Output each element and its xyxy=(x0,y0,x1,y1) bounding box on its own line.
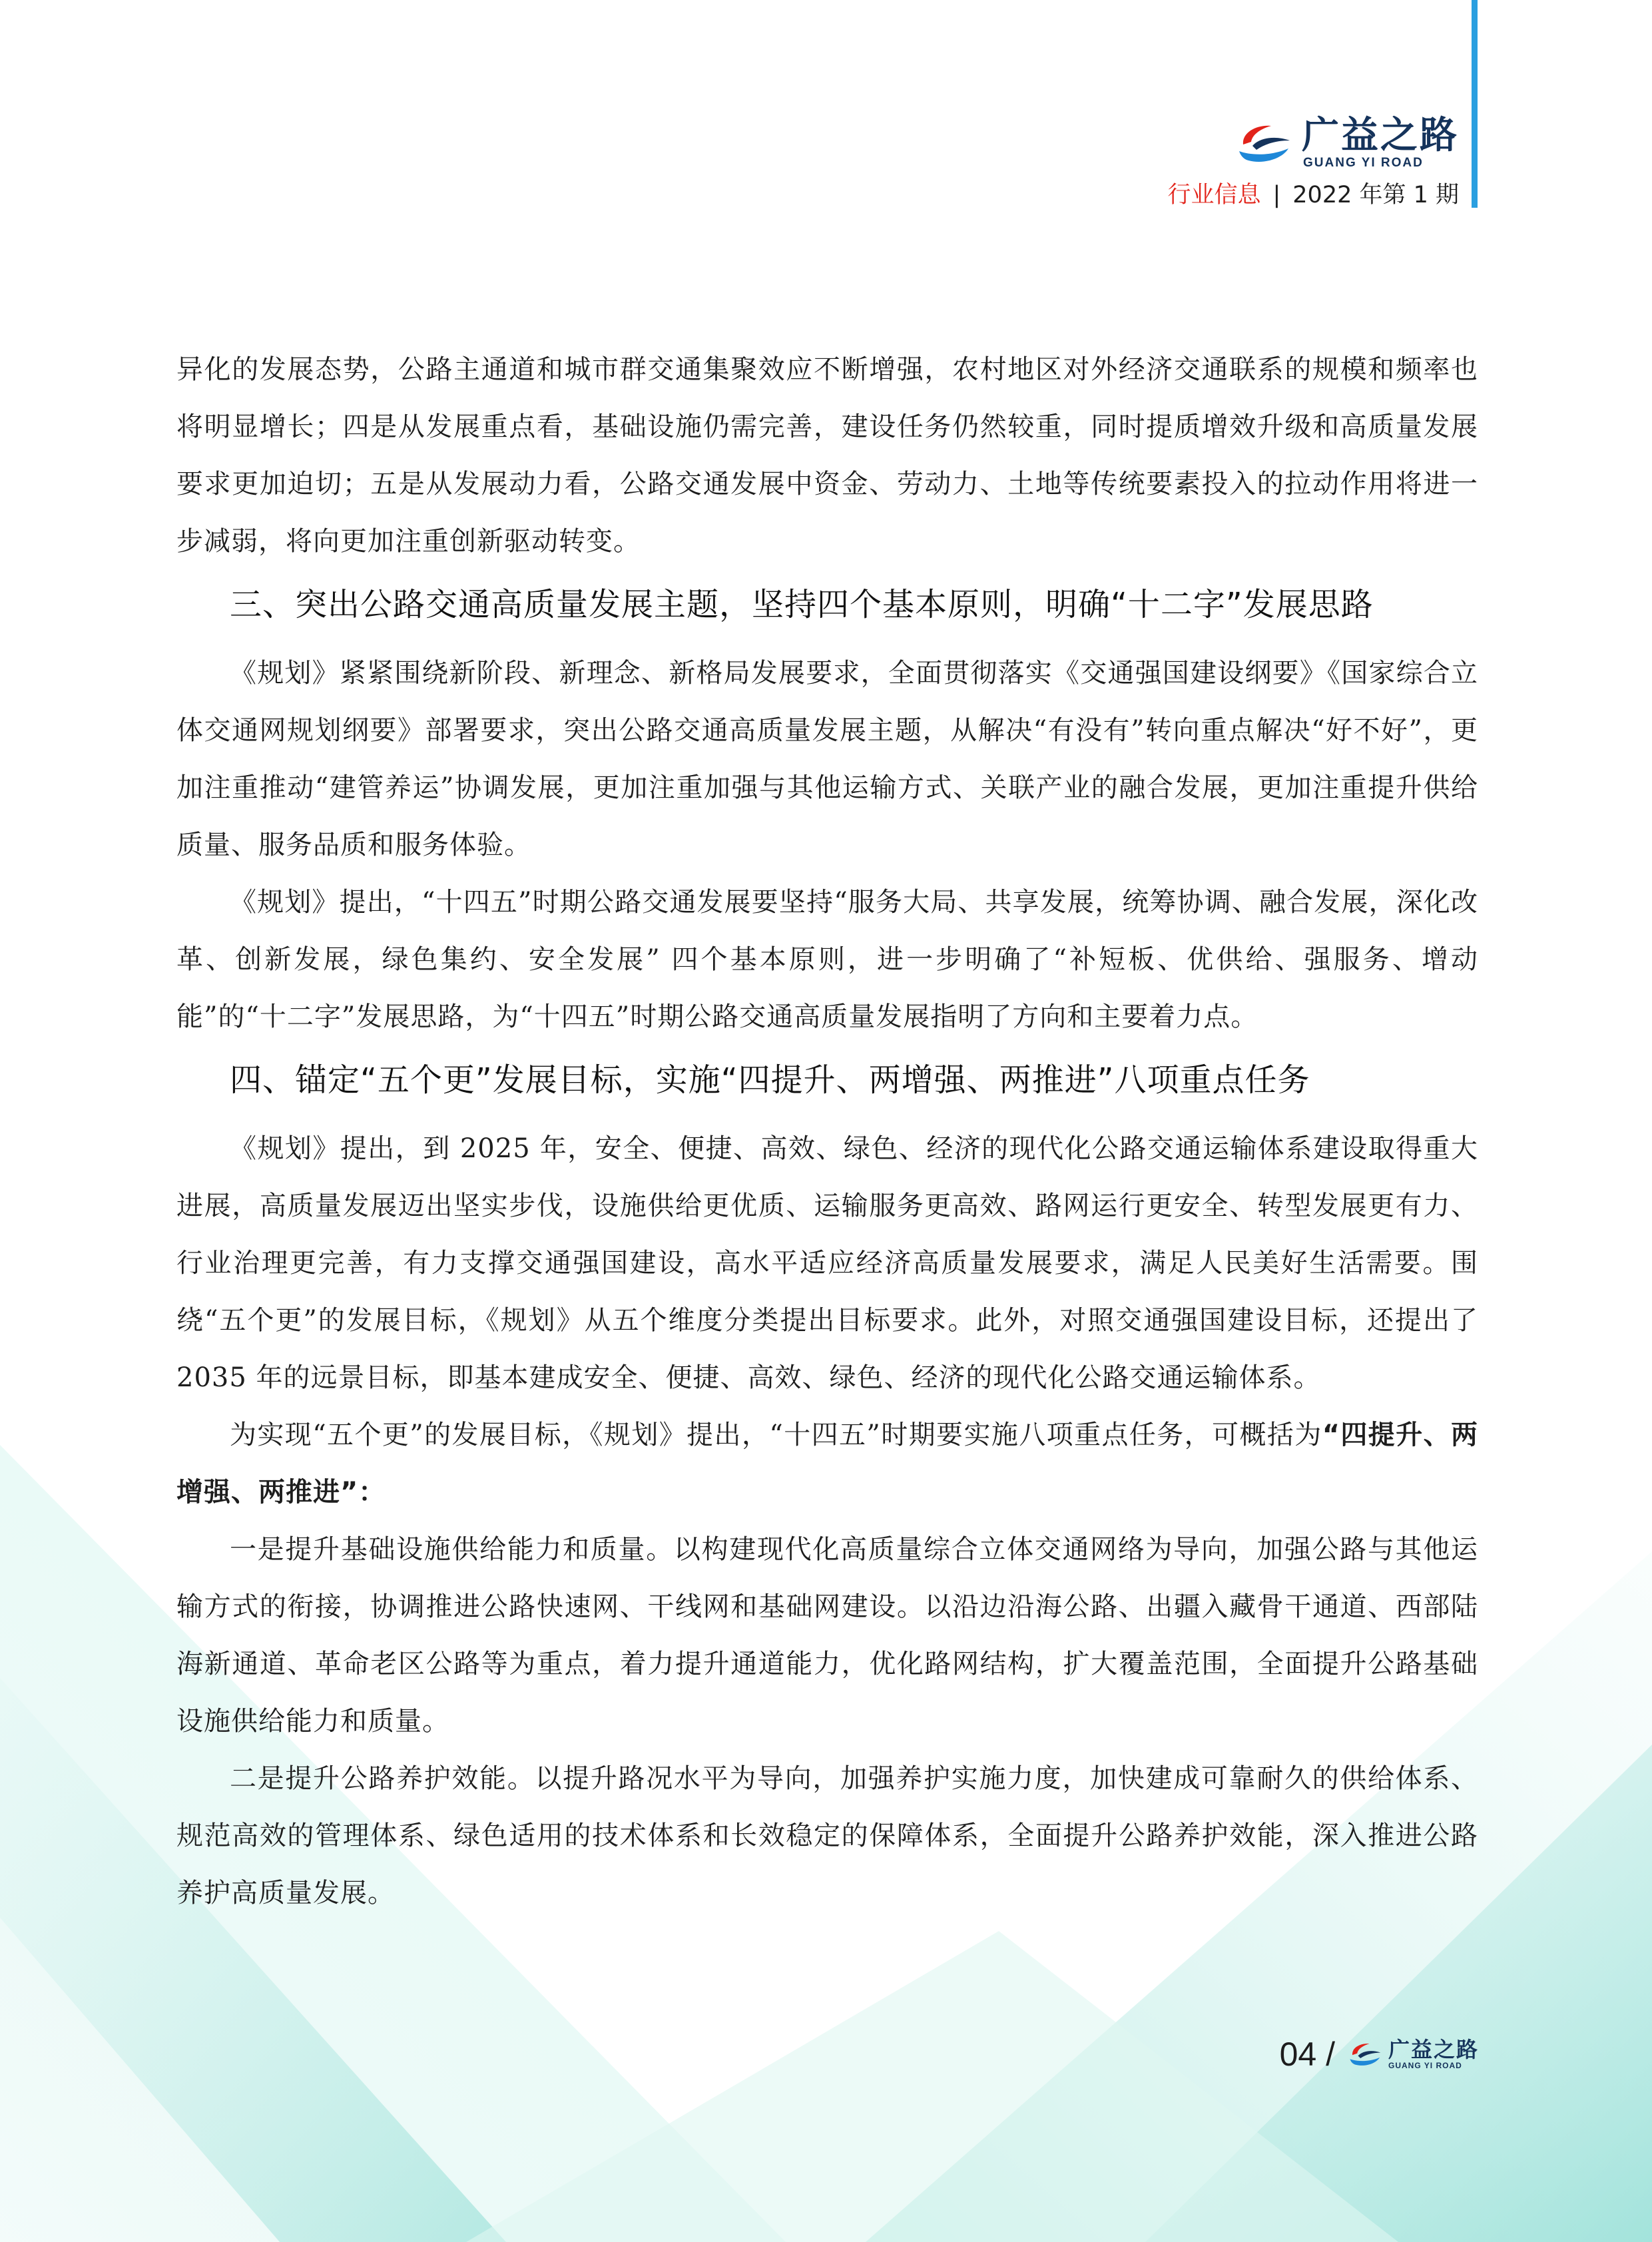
paragraph: 一是提升基础设施供给能力和质量。以构建现代化高质量综合立体交通网络为导向，加强公路与其他运输方式的衔接，协调推进公路快速网、干线网和基础网建设。以沿边沿海公路、出疆入藏骨干通道、西部陆海新通道、革命老区公路等为重点，着力提升通道能力，优化路网结构，扩大覆盖范围，全面提升公路基础设施供给能力和质量。 xyxy=(176,1534,1478,1737)
paragraph: 二是提升公路养护效能。以提升路况水平为导向，加强养护实施力度，加快建成可靠耐久的供给体系、规范高效的管理体系、绿色适用的技术体系和长效稳定的保障体系，全面提升公路养护效能，深入推进公路养护高质量发展。 xyxy=(176,1763,1478,1908)
issue-info xyxy=(1167,180,1459,210)
paragraph-continued: 异化的发展态势，公路主通道和城市群交通集聚效应不断增强，农村地区对外经济交通联系的规模和频率也将明显增长；四是从发展重点看，基础设施仍需完善，建设任务仍然较重，同时提质增效升级和高质量发展要求更加迫切；五是从发展动力看，公路交通发展中资金、劳动力、土地等传统要素投入的拉动作用将进一步减弱，将向更加注重创新驱动转变。 xyxy=(176,354,1478,557)
article-body xyxy=(176,341,1478,1922)
footer-logo-name-cn: 广益之路 xyxy=(1388,2037,1479,2062)
footer-logo xyxy=(1388,2038,1479,2070)
footer-logo-name-en: GUANG YI ROAD xyxy=(1388,2061,1462,2070)
emphasis-text: “四提升、两增强、两推进”： xyxy=(176,1420,1479,1508)
paragraph: 《规划》提出，“十四五”时期公路交通发展要坚持“服务大局、共享发展，统筹协调、融合发展，深化改革、创新发展，绿色集约、安全发展” 四个基本原则，进一步明确了“补短板、优供给、强服务、增动能”的“十二字”发展思路，为“十四五”时期公路交通高质量发展指明了方向和主要着力点。 xyxy=(176,887,1478,1032)
issue-separator: | xyxy=(1272,182,1281,208)
paragraph: 《规划》提出，到 2025 年，安全、便捷、高效、绿色、经济的现代化公路交通运输体系建设取得重大进展，高质量发展迈出坚实步伐，设施供给更优质、运输服务更高效、路网运行更安全、转型发展更有力、行业治理更完善，有力支撑交通强国建设，高水平适应经济高质量发展要求，满足人民美好生活需要。围绕“五个更”的发展目标，《规划》从五个维度分类提出目标要求。此外，对照交通强国建设目标，还提出了 2035 年的远景目标，即基本建成安全、便捷、高效、绿色、经济的现代化公路交通运输体系。 xyxy=(176,1133,1478,1393)
paragraph-with-emphasis xyxy=(176,1406,1478,1521)
page-footer xyxy=(1280,2031,1479,2078)
logo-swirl-icon xyxy=(1237,122,1294,164)
paragraph: 《规划》紧紧围绕新阶段、新理念、新格局发展要求，全面贯彻落实《交通强国建设纲要》《国家综合立体交通网规划纲要》部署要求，突出公路交通高质量发展主题，从解决“有没有”转向重点解决“好不好”，更加注重推动“建管养运”协调发展，更加注重加强与其他运输方式、关联产业的融合发展，更加注重提升供给质量、服务品质和服务体验。 xyxy=(176,658,1478,860)
page-number: 04 / xyxy=(1279,2036,1335,2073)
section-heading-4: 四、锚定“五个更”发展目标，实施“四提升、两增强、两推进”八项重点任务 xyxy=(230,1061,1310,1099)
section-label: 行业信息 xyxy=(1167,182,1261,208)
paragraph-lead-text: 为实现“五个更”的发展目标，《规划》提出，“十四五”时期要实施八项重点任务，可概括为 xyxy=(230,1420,1322,1450)
logo-name-en: GUANG YI ROAD xyxy=(1303,156,1424,170)
logo-name-cn: 广益之路 xyxy=(1302,114,1459,157)
header-logo xyxy=(1237,113,1459,173)
footer-logo-swirl-icon xyxy=(1348,2041,1383,2068)
section-heading-3: 三、突出公路交通高质量发展主题，坚持四个基本原则，明确“十二字”发展思路 xyxy=(230,586,1374,623)
issue-number: 2022 年第 1 期 xyxy=(1292,182,1459,208)
header-accent-bar xyxy=(1472,0,1478,208)
